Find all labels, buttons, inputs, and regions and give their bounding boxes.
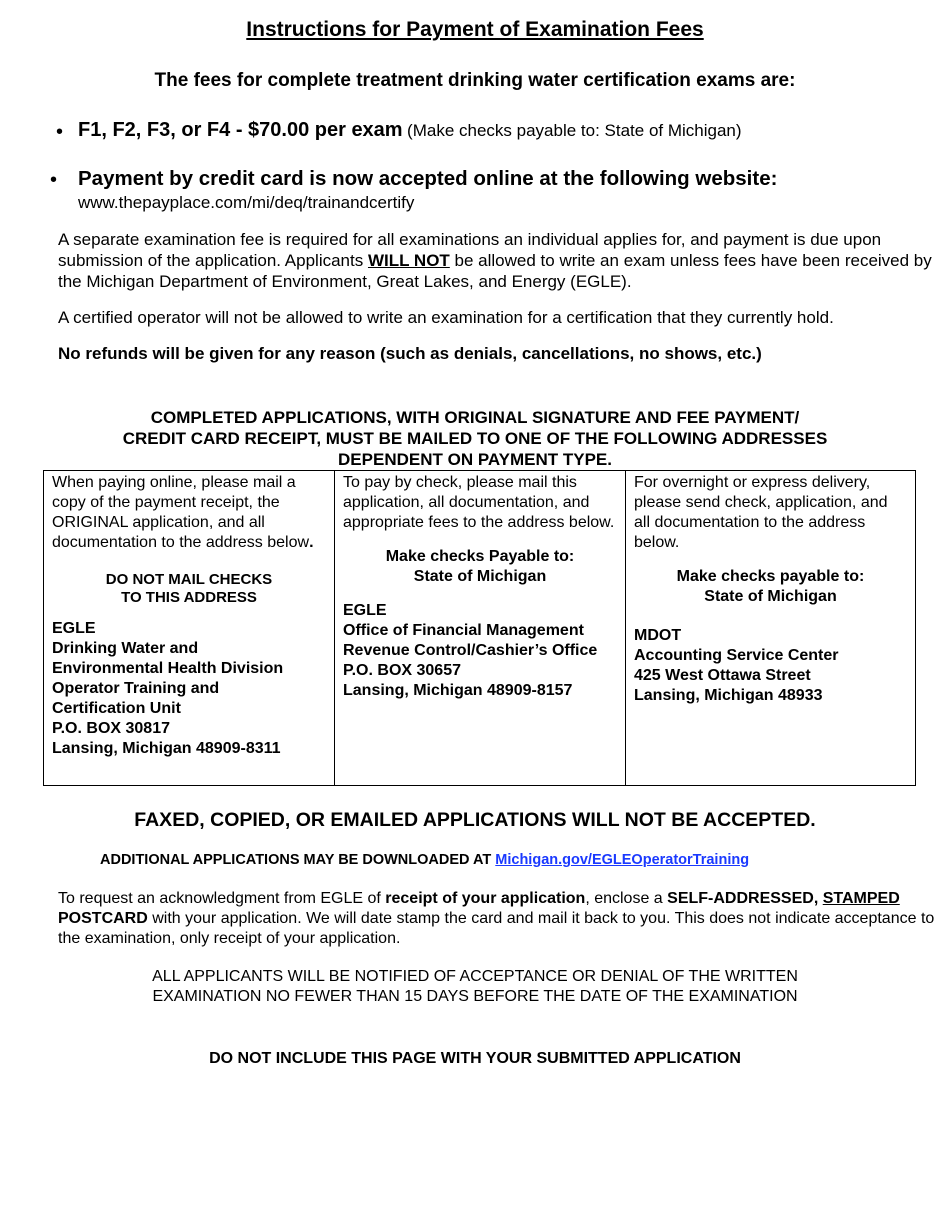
no-refunds-paragraph: No refunds will be given for any reason (such as denials, cancellations, no shows, etc.): [58, 344, 762, 363]
faxed-not-accepted-notice: FAXED, COPIED, OR EMAILED APPLICATIONS WILL NOT BE ACCEPTED.: [134, 809, 816, 831]
online-address: EGLE Drinking Water and Environmental Health Division Operator Training and Certification Unit P.O. BOX 30817 Lansing, Michigan 48909-8311: [52, 620, 284, 757]
operator-training-link[interactable]: Michigan.gov/EGLEOperatorTraining: [495, 852, 750, 868]
no-checks-warning: DO NOT MAIL CHECKS TO THIS ADDRESS: [105, 571, 273, 606]
credit-card-text: Payment by credit card is now accepted online at the following website:: [78, 167, 778, 190]
overnight-payable-to: Make checks payable to: State of Michigan: [676, 568, 865, 605]
notification-notice: ALL APPLICANTS WILL BE NOTIFIED OF ACCEPTANCE OR DENIAL OF THE WRITTEN EXAMINATION NO FEWER THAN 15 DAYS BEFORE THE DATE OF THE EXAMINATION: [152, 968, 798, 1005]
check-intro: To pay by check, please mail this application, all documentation, and appropriate fees to the address below.: [343, 474, 615, 531]
check-address: EGLE Office of Financial Management Revenue Control/Cashier’s Office P.O. BOX 30657 Lansing, Michigan 48909-8157: [343, 602, 598, 699]
online-intro: When paying online, please mail a copy of the payment receipt, the ORIGINAL application, and all documentation to the address below.: [52, 474, 314, 551]
online-payment-column: [44, 471, 335, 785]
fee-payable-note: (Make checks payable to: State of Michigan): [407, 121, 742, 140]
bullet-icon: •: [50, 169, 58, 191]
overnight-intro: For overnight or express delivery, please send check, application, and all documentation to the address below.: [634, 474, 888, 551]
bullet-icon: •: [56, 121, 64, 143]
overnight-address: MDOT Accounting Service Center 425 West Ottawa Street Lansing, Michigan 48933: [634, 627, 839, 704]
additional-applications-line: ADDITIONAL APPLICATIONS MAY BE DOWNLOADED AT Michigan.gov/EGLEOperatorTraining: [100, 852, 750, 868]
fee-amount: F1, F2, F3, or F4 - $70.00 per exam: [78, 119, 403, 141]
check-payment-column: [335, 471, 626, 785]
page-title: Instructions for Payment of Examination Fees: [246, 18, 704, 41]
fee-requirement-paragraph: A separate examination fee is required for all examinations an individual applies for, and payment is due upon submission of the application. Applicants WILL NOT be allowed to write an exam unless fees have been received by the Michigan Department of Environment, Great Lakes, and Energy (EGLE).: [58, 230, 932, 291]
do-not-include-notice: DO NOT INCLUDE THIS PAGE WITH YOUR SUBMITTED APPLICATION: [209, 1050, 741, 1067]
fees-subtitle: The fees for complete treatment drinking water certification exams are:: [154, 70, 796, 91]
check-payable-to: Make checks Payable to: State of Michigan: [385, 548, 575, 585]
will-not-emphasis: WILL NOT: [367, 251, 450, 270]
address-table: [43, 470, 916, 786]
mailing-instructions-heading: COMPLETED APPLICATIONS, WITH ORIGINAL SIGNATURE AND FEE PAYMENT/ CREDIT CARD RECEIPT, MUST BE MAILED TO ONE OF THE FOLLOWING ADDRESSES DEPENDENT ON PAYMENT TYPE.: [122, 408, 828, 469]
acknowledgment-paragraph: To request an acknowledgment from EGLE of receipt of your application, enclose a SELF-ADDRESSED, STAMPED POSTCARD with your application. We will date stamp the card and mail it back to you. This does not indicate acceptance to the examination, only receipt of your application.: [58, 890, 935, 947]
overnight-delivery-column: [626, 471, 915, 785]
payment-website-url: www.thepayplace.com/mi/deq/trainandcertify: [78, 193, 415, 212]
certified-operator-paragraph: A certified operator will not be allowed to write an examination for a certification that they currently hold.: [58, 308, 834, 327]
